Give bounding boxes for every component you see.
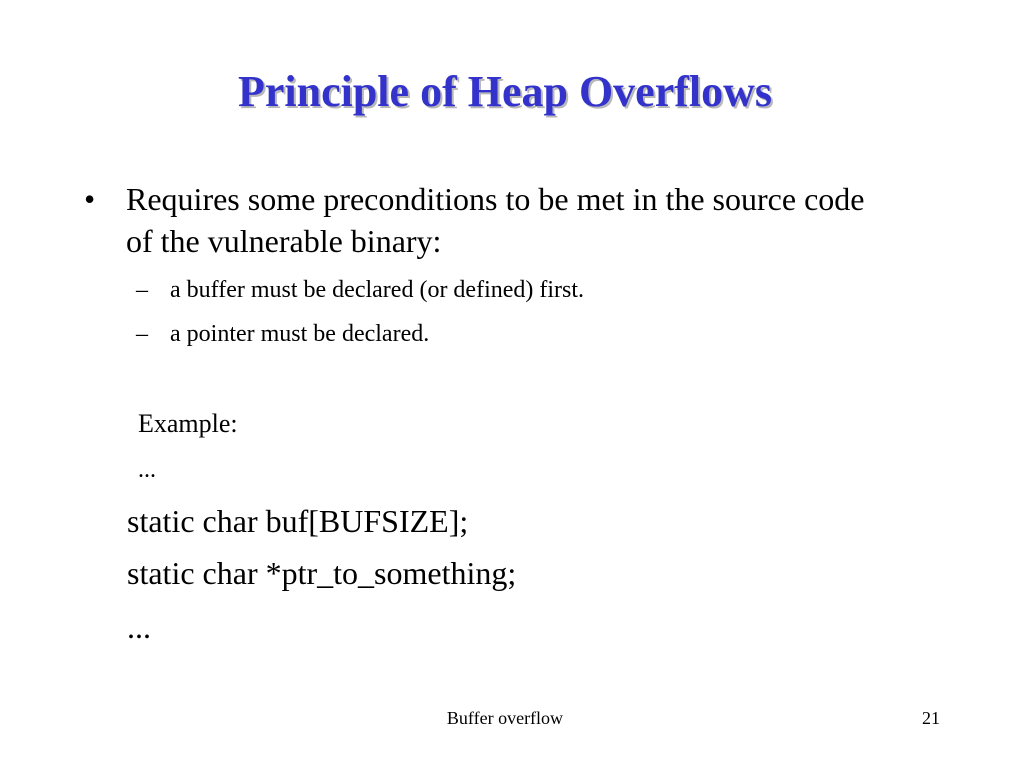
sub-bullet-text: a pointer must be declared. [170,321,430,347]
bullet-dot-icon: • [84,181,96,217]
sub-bullet-item [136,318,429,350]
dash-icon: – [136,321,148,347]
example-ellipsis: ... [138,457,156,483]
footer-title: Buffer overflow [446,708,564,728]
example-label: Example: [138,409,238,438]
code-line: static char buf[BUFSIZE]; [127,503,469,539]
bullet-item [84,178,884,262]
sub-bullet-text: a buffer must be declared (or defined) first. [170,277,585,303]
bullet-text: Requires some preconditions to be met in the source code of the vulnerable binary: [126,181,865,259]
page-number: 21 [922,708,940,728]
sub-bullet-item [136,274,584,306]
code-line: static char *ptr_to_something; [127,555,517,591]
dash-icon: – [136,277,148,303]
code-line: ... [127,609,151,645]
slide-title: Principle of Heap Overflows [237,67,772,116]
